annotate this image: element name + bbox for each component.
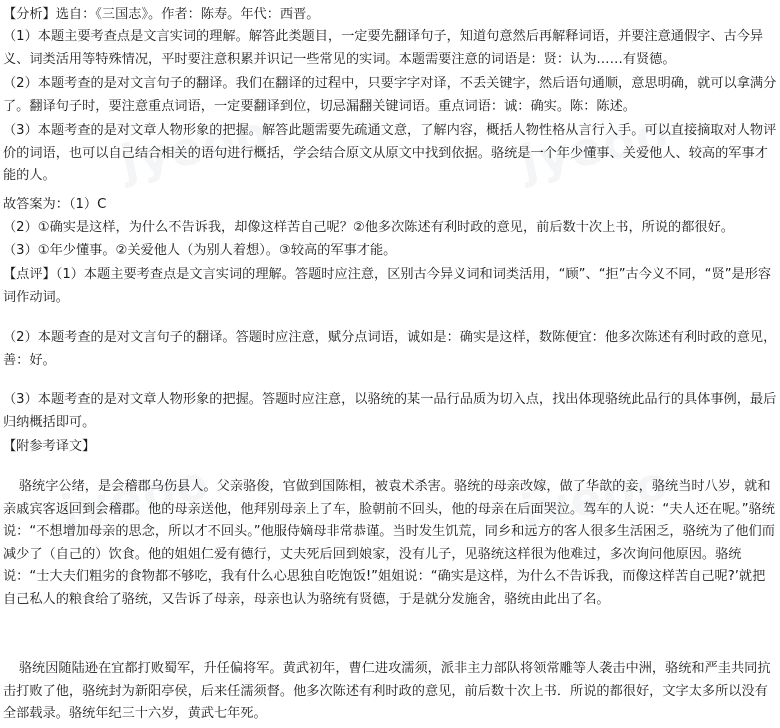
watermark: jyeoo [56, 454, 215, 540]
watermark: jyeoo [116, 104, 275, 190]
answer-1: 故答案为：（1）C [3, 197, 107, 212]
translation-paragraph-2: 骆统因随陆逊在宜都打败蜀军，升任偏将军。黄武初年，曹仁进攻濡须，派非主力部队将领常雕等人袭击中洲，骆统和严圭共同抗击打败了他，骆统封为新阳亭侯，后来任濡须督。他多次陈述有利时政的意见，前后数十次上书．所说的都很好，文字太多所以没有全部载录。骆统年纪三十六岁，黄武七年死。 [3, 661, 771, 721]
answer-2: （2）①确实是这样，为什么不告诉我，却像这样苦自己呢？②他多次陈述有利时政的意见，前后数十次上书，所说的都很好。 [3, 220, 734, 235]
analysis-point-2: （2）本题考查的是对文言句子的翻译。我们在翻译的过程中，只要字字对译，不丢关键字，然后语句通顺，意思明确，就可以拿满分了。翻译句子时，要注意重点词语，一定要翻译到位，切忌漏翻关键词语。重点词语：诚：确实。陈：陈述。 [3, 76, 777, 114]
analysis-point-3: （3）本题考查的是对文章人物形象的把握。解答此题需要先疏通文意，了解内容，概括人物性格从言行入手。可以直接摘取对人物评价的词语，也可以自己结合相关的语句进行概括，学会结合原文从原文中找到依据。骆统是一个年少懂事、关爱他人、较高的军事才能的人。 [3, 123, 777, 183]
translation-paragraph-1: 骆统字公绪，是会稽郡乌伤县人。父亲骆俊，官做到国陈相，被袁术杀害。骆统的母亲改嫁，做了华歆的妾，骆统当时八岁，就和亲戚宾客返回到会稽郡。他的母亲送他，他拜别母亲上了车，脸朝前不回头，他的母亲在后面哭泣。驾车的人说：“夫人还在呢。”骆统说：“不想增加母亲的思念，所以才不回头。”他服侍嫡母非常恭谨。当时发生饥荒，同乡和远方的客人很多生活困乏，骆统为了他们而减少了（自己的）饮食。他的姐姐仁爱有德行，丈夫死后回到娘家，没有儿子，见骆统这样很为他难过，多次询问他原因。骆统说：“士大夫们粗劣的食物都不够吃，我有什么心思独自吃饱饭!”姐姐说：“确实是这样，为什么不告诉我，而像这样苦自己呢?’就把自己私人的粮食给了骆统，又告诉了母亲，母亲也认为骆统有贤德，于是就分发施舍，骆统由此出了名。 [3, 479, 775, 607]
watermark: jyeoo [516, 104, 675, 190]
comment-2: （2）本题考查的是对文言句子的翻译。答题时应注意，赋分点词语，诚如是：确实是这样，数陈便宜：他多次陈述有利时政的意见，善：好。 [3, 330, 777, 368]
answer-3: （3）①年少懂事。②关爱他人（为别人着想）。③较高的军事才能。 [3, 243, 397, 258]
analysis-point-1: （1）本题主要考查点是文言实词的理解。解答此类题目，一定要先翻译句子，知道句意然后再解释词语，并要注意通假字、古今异义、词类活用等特殊情况，平时要注意积累并识记一些常见的实词。本题需要注意的词语是：贤：认为……有贤德。 [3, 29, 764, 67]
reference-translation-heading: 【附参考译文】 [3, 439, 96, 454]
watermark: jyeoo [516, 454, 675, 540]
comment-3: （3）本题考查的是对文章人物形象的把握。答题时应注意，以骆统的某一品行品质为切入点，找出体现骆统此品行的具体事例，最后归纳概括即可。 [3, 392, 777, 430]
analysis-heading: 【分析】选自：《三国志》。作者：陈寿。年代：西晋。 [3, 7, 320, 22]
comment-1: 【点评】（1）本题主要考查点是文言实词的理解。答题时应注意，区别古今异义词和词类活用，“顾”、“拒”古今义不同，“贤”是形容词作动词。 [3, 267, 772, 305]
